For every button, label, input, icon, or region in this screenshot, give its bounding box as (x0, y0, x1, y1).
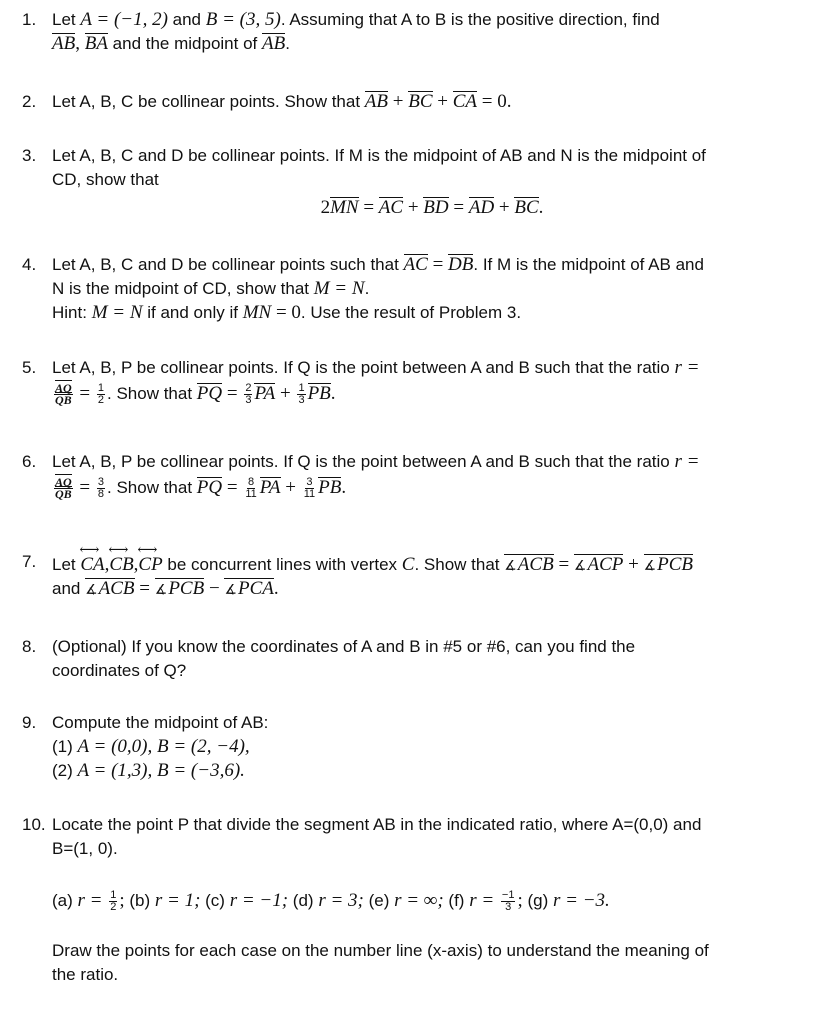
fraction-numerator: 2 (245, 382, 252, 395)
text: (f) (443, 891, 470, 910)
text: (c) (200, 891, 230, 910)
segment: PB (318, 477, 342, 498)
angle: ∡ PCB (644, 554, 693, 576)
fraction-numerator: 3 (97, 476, 105, 489)
problem-text-line: CD, show that (52, 170, 159, 189)
text: Let A, B, P be collinear points. If Q is the point between A and B such that the ratio (52, 452, 675, 471)
fraction-denominator: QB (55, 487, 72, 502)
problem-4 (22, 253, 812, 325)
segment: AD (468, 197, 495, 218)
fraction-denominator: 3 (298, 394, 305, 407)
math: ; (119, 890, 130, 911)
math: M = N (91, 302, 143, 323)
problem-number: 4. (22, 255, 37, 274)
segment: BC (514, 197, 539, 218)
math: . (538, 197, 544, 218)
math: + (275, 383, 296, 404)
fraction-numerator: 1 (298, 382, 305, 395)
problem-1 (22, 8, 812, 56)
angle: ∡ ACP (574, 554, 623, 576)
math: = (74, 477, 95, 498)
math: = (427, 254, 449, 275)
problem-9 (22, 711, 812, 783)
math: B = (3, 5) (205, 9, 281, 30)
math: r = (77, 890, 108, 911)
text: (d) (288, 891, 319, 910)
math: r = 1; (154, 890, 201, 911)
fraction (297, 383, 305, 406)
math: , (133, 554, 139, 575)
problem-8 (22, 635, 812, 683)
math: + (388, 91, 409, 112)
segment: PA (254, 383, 276, 404)
fraction (303, 477, 316, 500)
line-ca: ⟷ CA (80, 550, 104, 577)
math: r = (469, 890, 499, 911)
problem-text-line (52, 8, 812, 32)
text: Let A, B, C be collinear points. Show that (52, 92, 365, 111)
problem-number: 6. (22, 452, 37, 471)
math: . (330, 383, 336, 404)
angle: ∡ ACB (504, 554, 553, 576)
text: . (364, 279, 370, 298)
line-cb: ⟷ CB (109, 550, 133, 577)
math: + (494, 197, 515, 218)
segment: PB (307, 383, 331, 404)
problem-text-line (52, 476, 812, 500)
fraction-denominator: 11 (245, 488, 257, 501)
math: r = (674, 451, 700, 472)
problem-text-line: B=(1, 0). (52, 839, 118, 858)
text: (e) (363, 891, 395, 910)
segment: DB (448, 254, 474, 275)
math: r = −3. (552, 890, 610, 911)
text: . Show that (107, 384, 197, 403)
segment: AC (403, 254, 428, 275)
problem-text-line (52, 253, 812, 277)
fraction-numerator: 1 (110, 889, 117, 902)
text: . Show that (414, 555, 505, 574)
math: + (403, 197, 424, 218)
problem-number: 10. (22, 815, 46, 834)
text: . (285, 34, 290, 53)
problem-3 (22, 144, 812, 220)
fraction (501, 890, 516, 913)
math: . (273, 578, 279, 599)
fraction-numerator: AQ (55, 475, 72, 490)
problem-text-line (52, 577, 812, 601)
problem-7 (22, 550, 812, 601)
text: . If M is the midpoint of AB and (473, 255, 704, 274)
math: = (222, 477, 243, 498)
math: 2 (320, 197, 331, 218)
segment-ab: AB (52, 33, 76, 54)
segment: BC (408, 91, 433, 112)
segment: BD (423, 197, 449, 218)
problem-number: 2. (22, 92, 37, 111)
text: . Use the result of Problem 3. (300, 303, 522, 322)
problem-6 (22, 450, 812, 500)
problem-text-line: (Optional) If you know the coordinates of A and B in #5 or #6, can you find the (52, 637, 636, 656)
angle: ∡ ACB (85, 578, 134, 600)
hint-line (52, 301, 812, 325)
text: if and only if (142, 303, 243, 322)
math: = (553, 554, 574, 575)
text: and (52, 579, 86, 598)
text: and the midpoint of (107, 34, 262, 53)
segment: PQ (196, 477, 223, 498)
problem-text-line (52, 735, 812, 759)
segment: AC (378, 197, 404, 218)
fraction-denominator: 2 (97, 394, 105, 407)
angle: ∡ PCA (224, 578, 273, 600)
fraction-denominator: 3 (505, 901, 512, 914)
problem-text-line: Locate the point P that divide the segment AB in the indicated ratio, where A=(0,0) and (52, 815, 702, 834)
problem-text-line: coordinates of Q? (52, 661, 187, 680)
problem-5 (22, 356, 812, 406)
math: = (358, 197, 379, 218)
text: Let (52, 10, 81, 29)
math: = (74, 383, 95, 404)
math: , (104, 554, 110, 575)
math: A = (−1, 2) (80, 9, 168, 30)
text: (2) (52, 761, 78, 780)
math: r = 3; (318, 890, 364, 911)
math: ; (517, 890, 528, 911)
math: = 0. (477, 91, 512, 112)
problem-text-line (52, 277, 812, 301)
fraction (97, 383, 105, 406)
fraction-denominator: 8 (97, 488, 105, 501)
segment: MN (330, 197, 359, 218)
problem-number: 5. (22, 358, 37, 377)
problem-text-line: Compute the midpoint of AB: (52, 713, 269, 732)
fraction-denominator: QB (55, 393, 72, 408)
math: = (134, 578, 155, 599)
problem-number: 1. (22, 10, 37, 29)
math: , (75, 33, 85, 54)
text: be concurrent lines with vertex (162, 555, 402, 574)
fraction-denominator: 2 (110, 901, 117, 914)
problem-text-line: the ratio. (52, 965, 119, 985)
problem-number: 8. (22, 637, 37, 656)
text: . Assuming that A to B is the positive direction, find (280, 10, 660, 29)
equation (52, 196, 812, 220)
angle: ∡ PCB (155, 578, 204, 600)
math: r = ∞; (394, 890, 444, 911)
fraction-numerator: 8 (247, 476, 255, 489)
line-cp: ⟷ CP (138, 550, 162, 577)
fraction-numerator: AQ (55, 381, 72, 396)
math: r = (674, 357, 700, 378)
text: (1) (52, 737, 78, 756)
math: = 0 (271, 302, 301, 323)
problem-number: 9. (22, 713, 37, 732)
text: (a) (52, 891, 78, 910)
fraction-numerator: 1 (97, 382, 105, 395)
problem-text-line (52, 550, 812, 577)
fraction-numerator: −1 (501, 889, 515, 902)
math: A = (0,0), B = (2, −4), (77, 736, 250, 757)
math: M = N (313, 278, 365, 299)
problem-number: 3. (22, 146, 37, 165)
segment-ba: BA (84, 33, 108, 54)
problem-text-line: Draw the points for each case on the number line (x-axis) to understand the meaning of (52, 941, 709, 961)
math: − (204, 578, 225, 599)
segment: PQ (196, 383, 223, 404)
problem-text-line (52, 90, 812, 114)
segment-ab: AB (261, 33, 286, 54)
fraction (109, 890, 117, 913)
fraction (244, 383, 252, 406)
fraction-denominator: 11 (303, 488, 316, 501)
ratio-list (52, 889, 812, 913)
text: . Show that (107, 478, 197, 497)
text: Let A, B, P be collinear points. If Q is the point between A and B such that the ratio (52, 358, 675, 377)
math: C (401, 554, 415, 575)
math: MN (242, 302, 272, 323)
fraction (97, 477, 105, 500)
segment: AB (364, 91, 389, 112)
problem-text-line (52, 759, 812, 783)
text: Hint: (52, 303, 92, 322)
text: Let A, B, C and D be collinear points such that (52, 255, 404, 274)
problem-text-line (52, 32, 812, 56)
problem-text-line (52, 356, 812, 380)
segment: PA (259, 477, 281, 498)
math: = (448, 197, 469, 218)
problem-text-line (52, 382, 812, 406)
fraction-numerator: 3 (306, 476, 313, 489)
ratio-fraction (54, 383, 73, 406)
text: (b) (129, 891, 155, 910)
math: A = (1,3), B = (−3,6). (77, 760, 245, 781)
math: + (280, 477, 301, 498)
problem-text-line (52, 450, 812, 474)
math: + (432, 91, 453, 112)
text: Let (52, 555, 81, 574)
problem-number: 7. (22, 552, 37, 571)
math: . (341, 477, 347, 498)
ratio-fraction (54, 477, 73, 500)
fraction (244, 477, 257, 500)
text: and (167, 10, 206, 29)
segment: CA (452, 91, 478, 112)
math: = (222, 383, 243, 404)
math: + (623, 554, 644, 575)
problem-text-line: Let A, B, C and D be collinear points. If M is the midpoint of AB and N is the midpoint of (52, 146, 706, 165)
problem-2 (22, 90, 812, 114)
text: (g) (527, 891, 553, 910)
fraction-denominator: 3 (245, 394, 252, 407)
text: N is the midpoint of CD, show that (52, 279, 314, 298)
problem-10 (22, 813, 812, 987)
math: r = −1; (229, 890, 289, 911)
